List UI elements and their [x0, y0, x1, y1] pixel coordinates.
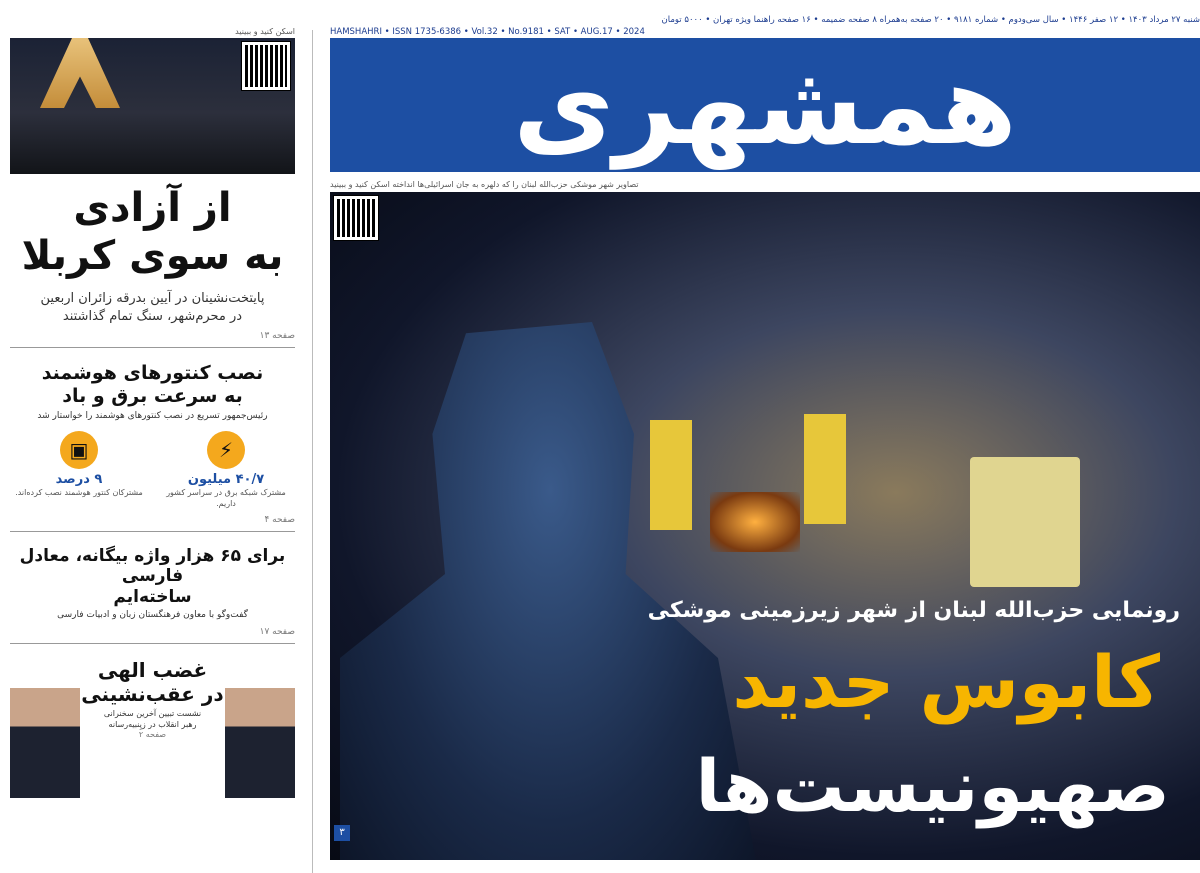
story2-title-line2[interactable]: به سرعت برق و باد [62, 384, 243, 407]
stat-desc: مشترک شبکه برق در سراسر کشور داریم. [166, 488, 286, 508]
divider [10, 531, 295, 532]
story1-sub-line1: پایتخت‌نشینان در آیین بدرقه زائران اربعین [40, 291, 265, 306]
stat-desc: مشترکان کنتور هوشمند نصب کرده‌اند. [15, 488, 143, 498]
story1-page-ref[interactable]: صفحه ۱۳ [259, 331, 295, 342]
truck [970, 457, 1080, 587]
meter-icon: ▣ [60, 431, 98, 469]
hezbollah-banner [804, 414, 846, 524]
qr-code-icon[interactable] [242, 42, 290, 90]
story1-sub-line2: در محرم‌شهر، سنگ تمام گذاشتند [62, 308, 243, 324]
main-story-photo[interactable] [330, 192, 1200, 860]
story2-page-ref[interactable]: صفحه ۴ [264, 515, 295, 526]
story2-sub: رئیس‌جمهور تسریع در نصب کنتورهای هوشمند را خواستار شد [37, 411, 268, 422]
divider [10, 347, 295, 348]
story3 [10, 546, 295, 639]
story4-title-line2[interactable]: در عقب‌نشینی [81, 681, 224, 706]
main-headline-line1[interactable]: کابوس جدید [732, 640, 1160, 724]
story3-title-line1[interactable]: برای ۶۵ هزار واژه بیگانه، معادل فارسی [19, 545, 286, 587]
story3-page-ref[interactable]: صفحه ۱۷ [259, 627, 295, 638]
story4-sub-line2: رهبر انقلاب در زیِنبیه‌رسانه [108, 719, 197, 729]
newspaper-logo: همشهری [330, 38, 1200, 172]
stat-value: ۹ درصد [55, 471, 103, 487]
story3-sub: گفت‌وگو با معاون فرهنگستان زبان و ادبیات فارسی [57, 610, 248, 621]
main-kicker[interactable]: رونمایی حزب‌الله لبنان از شهر زیرزمینی موشکی [647, 598, 1180, 623]
stat-item [10, 431, 148, 510]
story4-page-ref[interactable]: صفحه ۲ [138, 730, 167, 740]
story1-title-line1[interactable]: از آزادی [73, 185, 232, 231]
main-headline-line2[interactable]: صهیونیست‌ها [695, 744, 1170, 828]
plug-icon: ⚡ [207, 431, 245, 469]
hezbollah-banner [650, 420, 692, 530]
story2 [10, 362, 295, 527]
story4-title-line1[interactable]: غضب الهی [97, 657, 208, 682]
story3-title-line2[interactable]: ساخته‌ایم [113, 586, 192, 607]
masthead-en-info: HAMSHAHRI • ISSN 1735-6386 • Vol.32 • No.9181 • SAT • AUG.17 • 2024 [330, 27, 645, 37]
masthead-fa-info: شنبه ۲۷ مرداد ۱۴۰۳ • ۱۲ صفر ۱۴۴۶ • سال سی‌ودوم • شماره ۹۱۸۱ • ۲۰ صفحه به‌همراه ۸ صفحه ضمیمه • ۱۶ صفحه راهنما ویژه تهران • ۵۰۰۰ تومان [661, 15, 1200, 25]
top-photo-caption: اسکن کنید و ببینید [235, 27, 295, 36]
azadi-tower-image [40, 38, 120, 108]
story4-sub-line1: نشست تبیین آخرین سخنرانی [103, 708, 202, 718]
stat-item [157, 431, 295, 510]
story2-title-line1[interactable]: نصب کنتورهای هوشمند [41, 361, 264, 384]
page-number-badge[interactable]: ۳ [334, 825, 350, 841]
masthead-info-strip [330, 2, 1200, 38]
column-divider [312, 30, 313, 873]
divider [10, 643, 295, 644]
stats-row [10, 431, 295, 510]
fire-light [710, 492, 800, 552]
stat-value: ۴۰/۷ میلیون [187, 471, 265, 487]
sidebar [10, 184, 295, 798]
photo-caption: تصاویر شهر موشکی حزب‌الله لبنان را که دلهره به جان اسرائیلی‌ها انداخته اسکن کنید و ببینید [330, 180, 639, 189]
qr-code-icon[interactable] [334, 196, 378, 240]
story1-title-line2[interactable]: به سوی کربلا [21, 233, 284, 279]
top-photo-azadi[interactable] [10, 38, 295, 174]
story4-text [10, 658, 295, 741]
story1 [10, 184, 295, 343]
story4 [10, 658, 295, 798]
